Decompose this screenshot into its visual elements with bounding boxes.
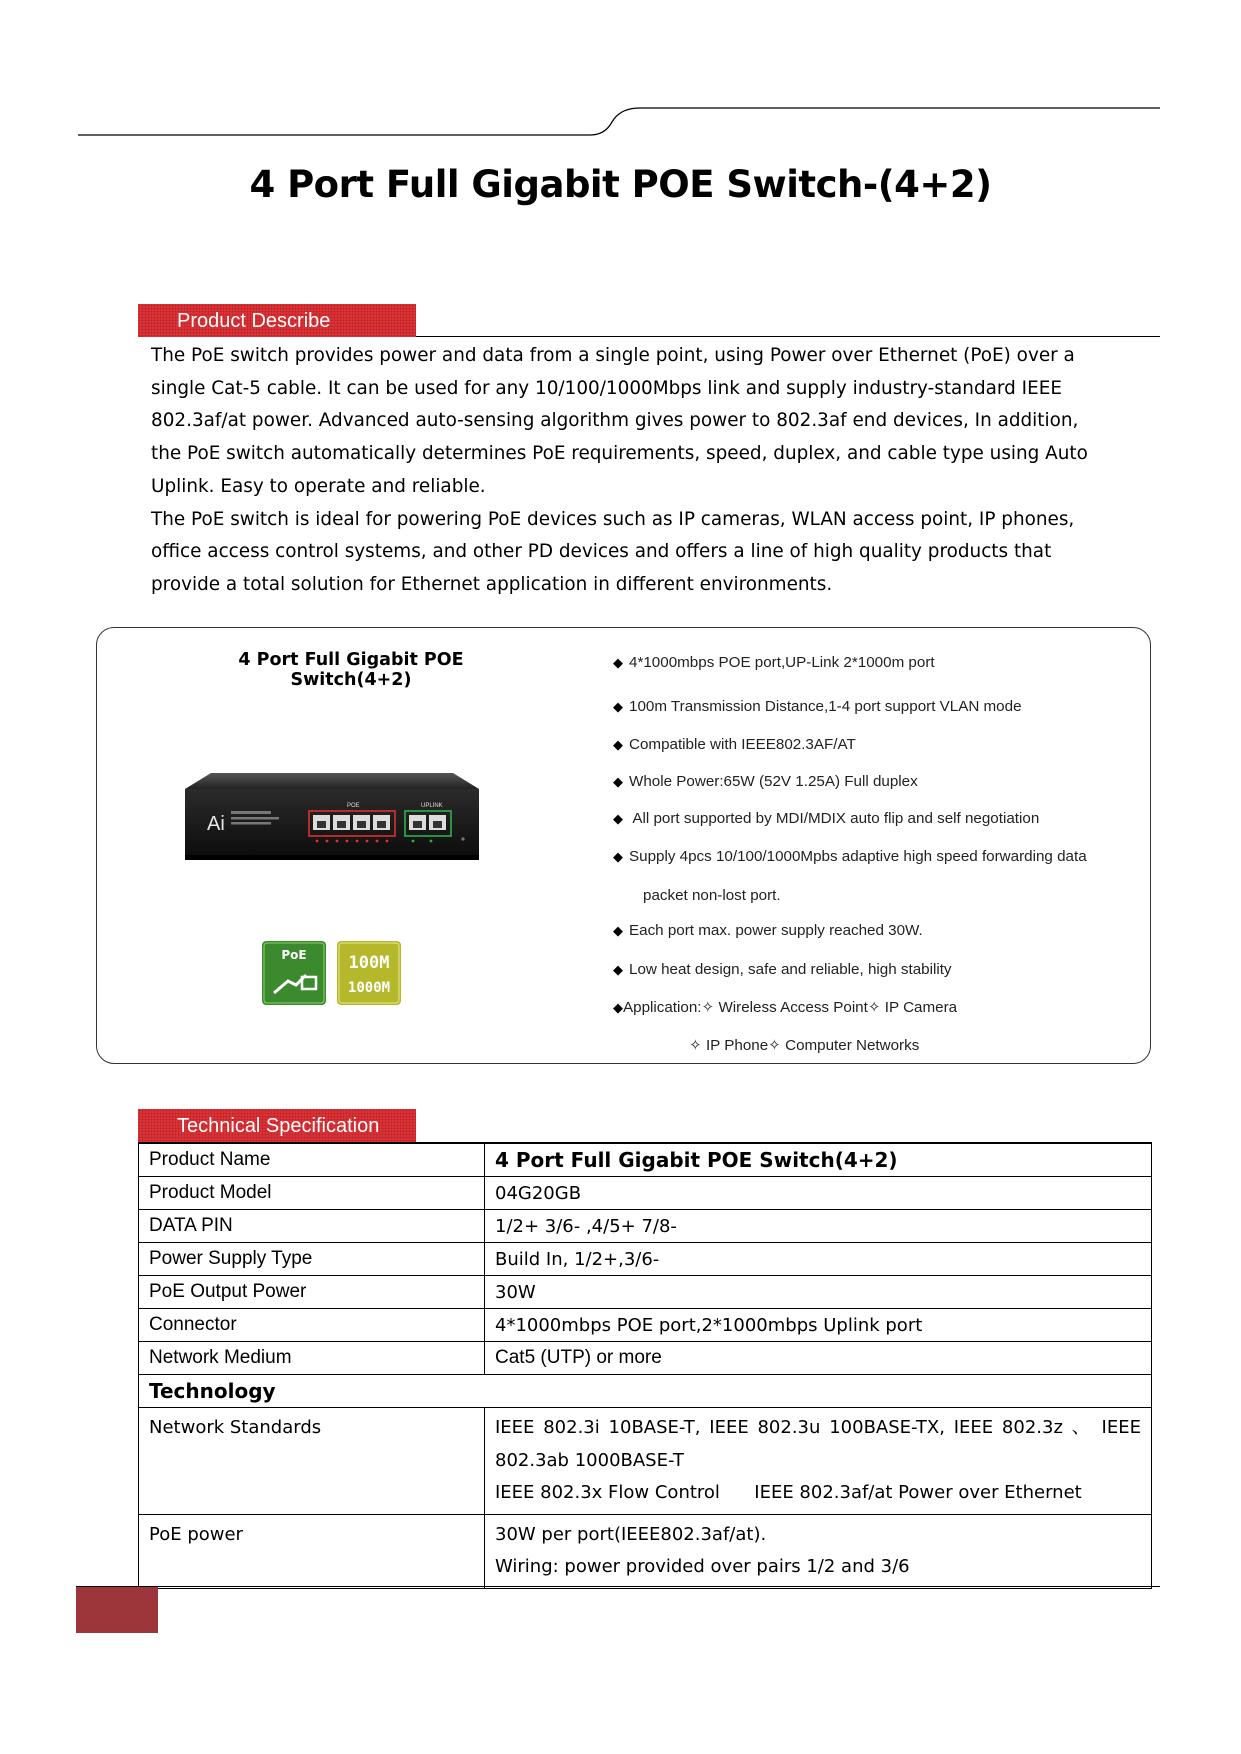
feature-item: ◆ Supply 4pcs 10/100/1000Mpbs adaptive high speed forwarding data	[613, 848, 1087, 865]
poe-power-line: 30W per port(IEEE802.3af/at).	[495, 1523, 767, 1545]
description-paragraph: The PoE switch is ideal for powering PoE devices such as IP cameras, WLAN access point, IP phones, office access control systems, and other PD devices and offers a line of high quality products that provide a total solution for Ethernet application in different environments.	[151, 508, 1075, 595]
feature-item: ◆ Low heat design, safe and reliable, high stability	[613, 961, 952, 978]
network-standards-line: IEEE 802.3i 10BASE-T, IEEE 802.3u 100BASE-TX, IEEE 802.3z 、 IEEE 802.3ab 1000BASE-T	[495, 1417, 1141, 1471]
speed-badge-100m: 100M	[348, 953, 390, 973]
product-description	[151, 340, 1101, 602]
table-row	[139, 1342, 1152, 1375]
table-row	[139, 1375, 1152, 1408]
poe-badge-label: PoE	[281, 948, 307, 962]
feature-item: ◆ 4*1000mbps POE port,UP-Link 2*1000m port	[613, 654, 935, 671]
network-standards-line: IEEE 802.3x Flow Control IEEE 802.3af/at Power over Ethernet	[495, 1482, 1082, 1503]
feature-item-continuation: packet non-lost port.	[643, 887, 781, 904]
feature-item: ◆Application:✧ Wireless Access Point✧ IP Camera	[613, 999, 958, 1016]
speed-badge-icon	[337, 941, 401, 1005]
table-row	[139, 1276, 1152, 1309]
feature-item: ◆ Each port max. power supply reached 30W.	[613, 922, 923, 939]
feature-item: ◆ Whole Power:65W (52V 1.25A) Full duplex	[613, 773, 918, 790]
spec-value: 04G20GB	[485, 1177, 1152, 1210]
spec-value	[485, 1514, 1152, 1588]
device-brand-label: Ai	[207, 813, 225, 835]
spec-value: Cat5 (UTP) or more	[485, 1342, 1152, 1375]
poe-badge-icon	[262, 941, 326, 1005]
spec-label: Connector	[139, 1309, 485, 1342]
section-tab-technical-specification: Technical Specification	[138, 1109, 416, 1142]
product-box-title: 4 Port Full Gigabit POE Switch(4+2)	[238, 650, 464, 690]
table-row	[139, 1309, 1152, 1342]
technology-heading: Technology	[139, 1375, 1152, 1408]
spec-value: 1/2+ 3/6- ,4/5+ 7/8-	[485, 1210, 1152, 1243]
spec-label: Product Name	[139, 1143, 485, 1177]
spec-value	[485, 1408, 1152, 1515]
product-feature-box	[96, 627, 1151, 1064]
spec-label: Network Standards	[139, 1408, 485, 1515]
spec-value: 30W	[485, 1276, 1152, 1309]
spec-label: DATA PIN	[139, 1210, 485, 1243]
diamond-bullet-icon: ◆	[613, 1000, 623, 1015]
uplink-port-label: UPLINK	[421, 803, 443, 809]
table-row	[139, 1177, 1152, 1210]
spec-table	[138, 1142, 1152, 1589]
header-rule	[0, 0, 1241, 150]
footer-rule	[76, 1586, 1160, 1587]
spec-label: Product Model	[139, 1177, 485, 1210]
table-row	[139, 1514, 1152, 1588]
description-paragraph: The PoE switch provides power and data from a single point, using Power over Ethernet (PoE) over a single Cat-5 cable. It can be used for any 10/100/1000Mbps link and supply industry-standard IEEE 802.3af/at power. Advanced auto-sensing algorithm gives power to 802.3af end devices, In addition, the PoE switch automatically determines PoE requirements, speed, duplex, and cable type using Auto Uplink. Easy to operate and reliable.	[151, 345, 1088, 497]
speed-badge-1000m: 1000M	[347, 980, 391, 996]
section-tab-product-describe: Product Describe	[138, 304, 416, 337]
footer-color-block	[76, 1587, 158, 1633]
diamond-bullet-icon: ◆	[613, 699, 623, 714]
table-row	[139, 1143, 1152, 1177]
feature-item: ◆ All port supported by MDI/MDIX auto flip and self negotiation	[613, 810, 1040, 827]
spec-value: 4 Port Full Gigabit POE Switch(4+2)	[485, 1143, 1152, 1177]
spec-value: Build In, 1/2+,3/6-	[485, 1243, 1152, 1276]
feature-item: ◆ 100m Transmission Distance,1-4 port support VLAN mode	[613, 698, 1022, 715]
spec-label: Power Supply Type	[139, 1243, 485, 1276]
feature-item-continuation: ✧ IP Phone✧ Computer Networks	[689, 1037, 920, 1054]
poe-power-line: Wiring: power provided over pairs 1/2 and 3/6	[495, 1556, 910, 1577]
spec-value: 4*1000mbps POE port,2*1000mbps Uplink port	[485, 1309, 1152, 1342]
table-row	[139, 1243, 1152, 1276]
poe-port-label: POE	[347, 803, 360, 809]
page-title: 4 Port Full Gigabit POE Switch-(4+2)	[249, 163, 992, 206]
diamond-bullet-icon: ◆	[613, 923, 623, 938]
feature-item: ◆ Compatible with IEEE802.3AF/AT	[613, 736, 856, 753]
diamond-bullet-icon: ◆	[613, 655, 623, 670]
spec-label: PoE power	[139, 1514, 485, 1588]
spec-label: PoE Output Power	[139, 1276, 485, 1309]
table-row	[139, 1210, 1152, 1243]
diamond-bullet-icon: ◆	[613, 774, 623, 789]
switch-device-image	[181, 771, 482, 866]
section-rule	[416, 336, 1160, 337]
diamond-bullet-icon: ◆	[613, 962, 623, 977]
table-row	[139, 1408, 1152, 1515]
diamond-bullet-icon: ◆	[613, 811, 623, 826]
diamond-bullet-icon: ◆	[613, 849, 623, 864]
diamond-bullet-icon: ◆	[613, 737, 623, 752]
spec-label: Network Medium	[139, 1342, 485, 1375]
